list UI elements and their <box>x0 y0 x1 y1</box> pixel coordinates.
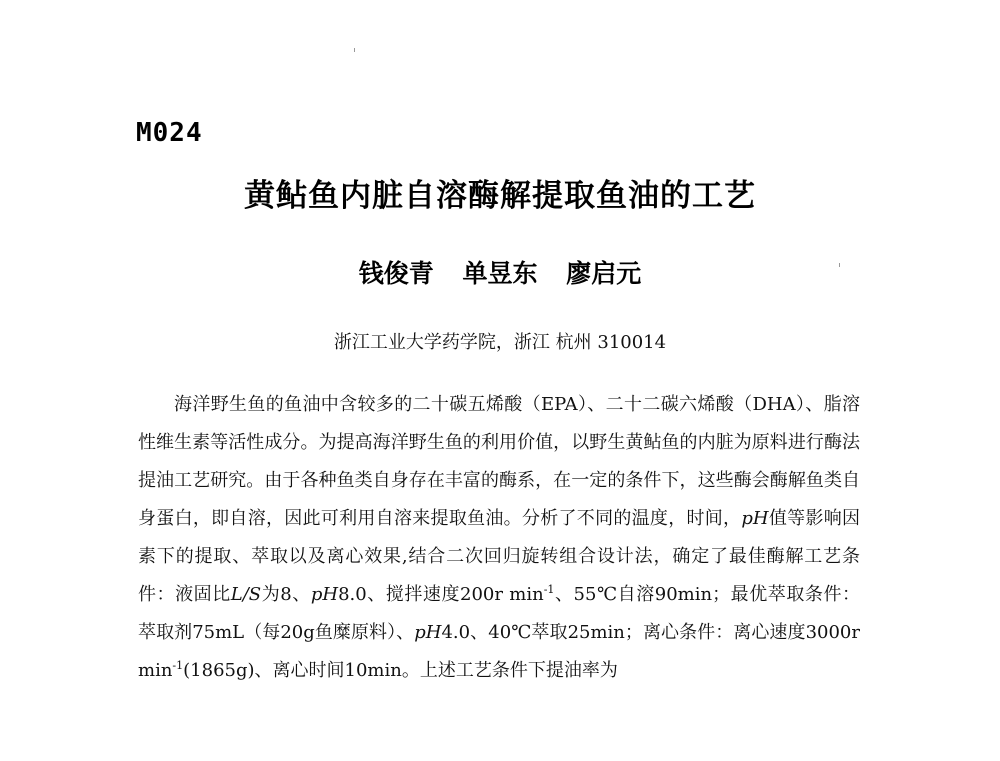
author-list <box>0 254 1000 290</box>
abstract-text: 海洋野生鱼的鱼油中含较多的二十碳五烯酸（EPA）、二十二碳六烯酸（DHA）、脂溶性维生素等活性成分。为提高海洋野生鱼的利用价值，以野生黄鲇鱼的内脏为原料进行酶法提油工艺研究。由于各种鱼类自身存在丰富的酶系，在一定的条件下，这些酶会酶解鱼类自身蛋白，即自溶，因此可利用自溶来提取鱼油。分析了不同的温度，时间， <box>138 394 860 529</box>
affiliation: 浙江工业大学药学院，浙江 杭州 310014 <box>333 332 667 353</box>
abstract-text: 值等影响因素下的提取、萃取以及离心效果,结合二次回归旋转组合设计法，确定了最佳酶解工艺条件：液固比 <box>138 508 861 605</box>
scan-speck <box>354 48 355 52</box>
author-name: 单昱东 <box>462 259 538 288</box>
abstract-italic-ph: pH <box>310 584 339 605</box>
abstract-italic-ls: L/S <box>230 584 262 605</box>
paper-code: M024 <box>136 118 203 148</box>
abstract-superscript: -1 <box>172 659 184 672</box>
abstract-italic-ph: pH <box>414 622 442 643</box>
paper-title: 黄鲇鱼内脏自溶酶解提取鱼油的工艺 <box>244 178 756 214</box>
abstract-text: 、55℃自溶90min；最优萃取条件：萃取剂75mL（每20g鱼糜原料）、 <box>138 584 860 643</box>
abstract <box>138 386 860 690</box>
abstract-italic-ph: pH <box>741 508 769 529</box>
author-name: 钱俊青 <box>358 259 434 288</box>
abstract-text: 为8、 <box>261 584 311 605</box>
abstract-text: (1865g)、离心时间10min。上述工艺条件下提油率为 <box>183 660 618 681</box>
author-name: 廖启元 <box>566 259 642 288</box>
abstract-text: 4.0、40℃萃取25min；离心条件：离心速度3000r min <box>138 622 860 681</box>
abstract-paragraph <box>138 386 860 690</box>
abstract-superscript: -1 <box>543 583 555 596</box>
abstract-text: 8.0、搅拌速度200r min <box>338 584 544 605</box>
